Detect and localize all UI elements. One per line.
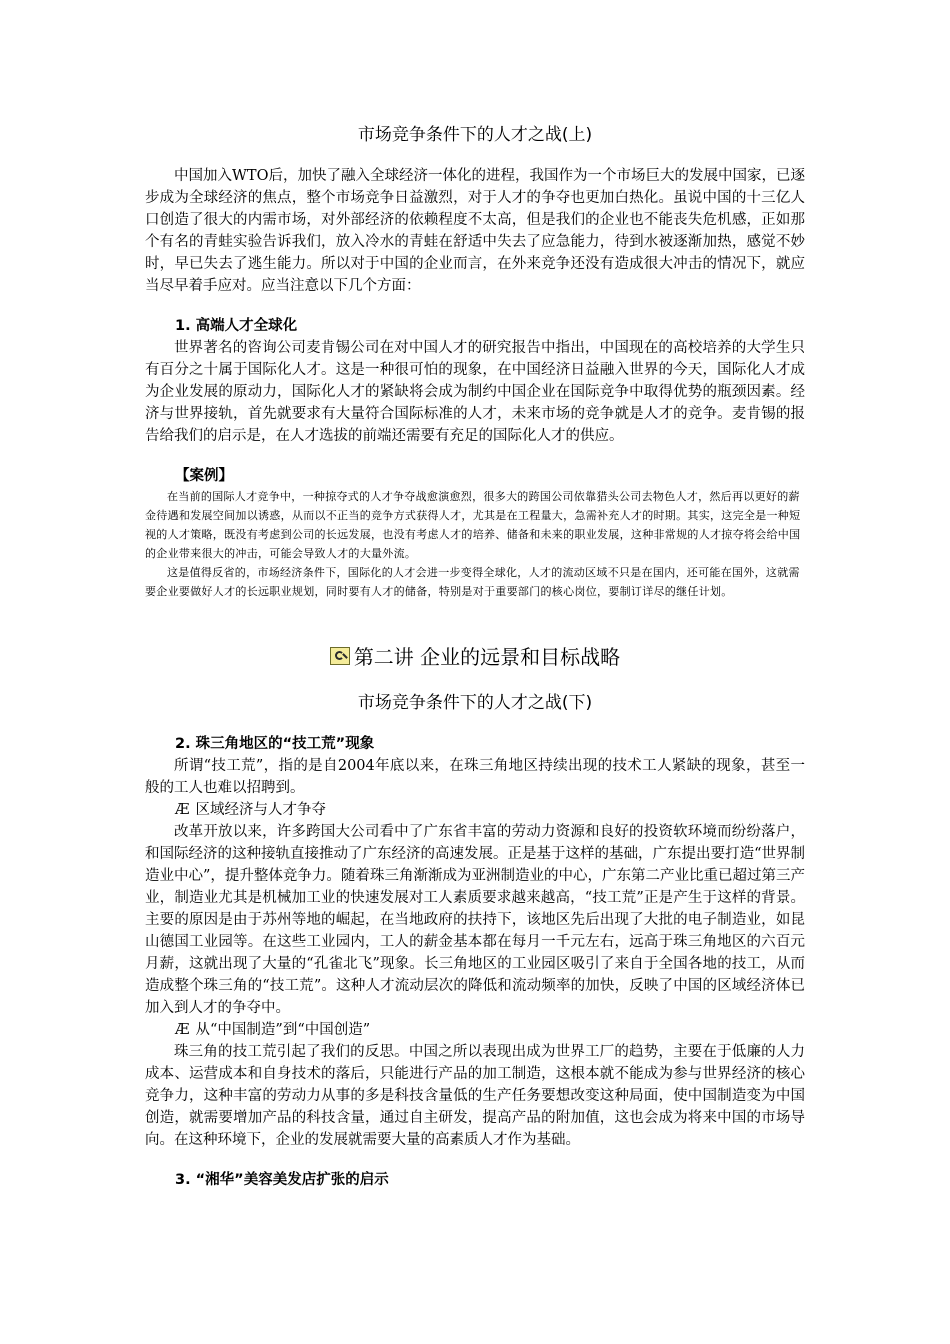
part1-intro-paragraph: 中国加入WTO后，加快了融入全球经济一体化的进程，我国作为一个市场巨大的发展中国家，已逐步成为全球经济的焦点，整个市场竞争日益激烈，对于人才的争夺也更加白热化。虽说中国的十三亿人口创造了很大的内需市场，对外部经济的依赖程度不太高，但是我们的企业也不能丧失危机感，正如那个有名的青蛙实验告诉我们，放入冷水的青蛙在舒适中失去了应急能力，待到水被逐渐加热，感觉不妙时，早已失去了逃生能力。所以对于中国的企业而言，在外来竞争还没有造成很大冲击的情况下，就应当尽早着手应对。应当注意以下几个方面： xyxy=(145,168,805,294)
bullet-mark: Æ xyxy=(175,1022,190,1038)
lecture-icon xyxy=(330,647,350,665)
bullet1-paragraph: 改革开放以来，许多跨国大公司看中了广东省丰富的劳动力资源和良好的投资软环境而纷纷落户，和国际经济的这种接轨直接推动了广东经济的高速发展。正是基于这样的基础，广东提出要打造“世界制造业中心”，提升整体竞争力。随着珠三角渐渐成为亚洲制造业的中心，广东第二产业比重已超过第三产业，制造业尤其是机械加工业的快速发展对工人素质要求越来越高，“技工荒”正是产生于这样的背景。主要的原因是由于苏州等地的崛起，在当地政府的扶持下，该地区先后出现了大批的电子制造业，如昆山德国工业园等。在这些工业园内，工人的薪金基本都在每月一千元左右，远高于珠三角地区的六百元月薪，这就出现了大量的“孔雀北飞”现象。长三角地区的工业园区吸引了来自于全国各地的技工，从而造成整个珠三角的“技工荒”。这种人才流动层次的降低和流动频率的加快，反映了中国的区域经济体已加入到人才的争夺中。 xyxy=(145,824,805,1016)
lecture-title: 第二讲 企业的远景和目标战略 xyxy=(353,645,621,669)
bullet-label: 从“中国制造”到“中国创造” xyxy=(195,1022,371,1038)
case-paragraph-1: 在当前的国际人才竞争中，一种掠夺式的人才争夺战愈演愈烈，很多大的跨国公司依靠猎头公司去物色人才，然后再以更好的薪金待遇和发展空间加以诱惑，从而以不正当的竞争方式获得人才，尤其是在工程量大，急需补充人才的时期。其实，这完全是一种短视的人才策略，既没有考虑到公司的长远发展，也没有考虑人才的培养、储备和未来的职业发展，这种非常规的人才掠夺将会给中国的企业带来很大的冲击，可能会导致人才的大量外流。 xyxy=(145,490,801,560)
part2-title: 市场竞争条件下的人才之战(下) xyxy=(357,693,593,713)
section1-paragraph: 世界著名的咨询公司麦肯锡公司在对中国人才的研究报告中指出，中国现在的高校培养的大学生只有百分之十属于国际化人才。这是一种很可怕的现象，在中国经济日益融入世界的今天，国际化人才成为企业发展的原动力，国际化人才的紧缺将会成为制约中国企业在国际竞争中取得优势的瓶颈因素。经济与世界接轨，首先就要求有大量符合国际标准的人才，未来市场的竞争就是人才的竞争。麦肯锡的报告给我们的启示是，在人才选拔的前端还需要有充足的国际化人才的供应。 xyxy=(145,340,805,444)
section1-heading: 1. 高端人才全球化 xyxy=(175,318,298,334)
bullet-regional-economy xyxy=(175,799,805,821)
bullet-mark: Æ xyxy=(175,802,190,818)
bullet2-paragraph: 珠三角的技工荒引起了我们的反思。中国之所以表现出成为世界工厂的趋势，主要在于低廉的人力成本、运营成本和自身技术的落后，只能进行产品的加工制造，这根本就不能成为参与世界经济的核心竞争力，这种丰富的劳动力从事的多是科技含量低的生产任务要想改变这种局面，使中国制造变为中国创造，就需要增加产品的科技含量，通过自主研发，提高产品的附加值，这也会成为将来中国的市场导向。在这种环境下，企业的发展就需要大量的高素质人才作为基础。 xyxy=(145,1044,805,1148)
lecture-title-row xyxy=(145,641,805,670)
case-paragraph-2: 这是值得反省的，市场经济条件下，国际化的人才会进一步变得全球化，人才的流动区域不只是在国内，还可能在国外，这就需要企业要做好人才的长远职业规划，同时要有人才的储备，特别是对于重要部门的核心岗位，要制订详尽的继任计划。 xyxy=(145,566,800,598)
case-label: 【案例】 xyxy=(175,468,233,484)
document-page xyxy=(145,120,805,1191)
bullet-label: 区域经济与人才争夺 xyxy=(195,802,327,818)
bullet-made-to-created xyxy=(175,1019,805,1041)
section3-heading: 3. “湘华”美容美发店扩张的启示 xyxy=(175,1172,389,1188)
section2-paragraph: 所谓“技工荒”，指的是自2004年底以来，在珠三角地区持续出现的技术工人紧缺的现象，甚至一般的工人也难以招聘到。 xyxy=(145,758,805,796)
section2-heading: 2. 珠三角地区的“技工荒”现象 xyxy=(175,736,375,752)
part1-title: 市场竞争条件下的人才之战(上) xyxy=(357,125,593,145)
